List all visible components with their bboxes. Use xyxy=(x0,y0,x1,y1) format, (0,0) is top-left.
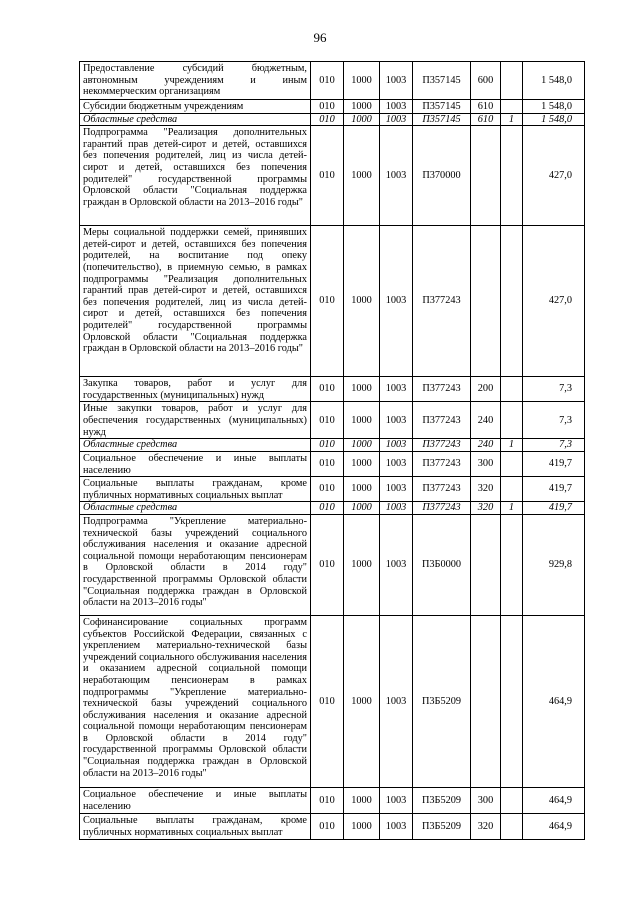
cell-amount: 1 548,0 xyxy=(523,113,585,126)
cell-section: 1000 xyxy=(344,514,380,615)
cell-amount: 7,3 xyxy=(523,439,585,452)
cell-target-article: П377243 xyxy=(413,439,471,452)
cell-target-article: П377243 xyxy=(413,402,471,439)
cell-amount: 419,7 xyxy=(523,502,585,515)
cell-funding-source xyxy=(501,226,523,377)
cell-amount: 1 548,0 xyxy=(523,62,585,100)
table-body xyxy=(80,62,585,840)
cell-expense-type xyxy=(471,126,501,226)
cell-subsection: 1003 xyxy=(380,514,413,615)
cell-subsection: 1003 xyxy=(380,100,413,114)
table-row xyxy=(80,226,585,377)
row-description: Софинансирование социальных программ субъектов Российской Федерации, связанных с укреплением материально-технической базы учреждений социального обслуживания населения и оказанием адресной социальной помощи неработающим пенсионерам в рамках подпрограммы "Укрепление материально-технической базы учреждений социального обслуживания населения и оказание адресной социальной помощи неработающим пенсионерам в Орловской области в 2014 году" государственной программы Орловской области "Социальная поддержка граждан в Орловской области на 2013–2016 годы" xyxy=(80,615,311,787)
cell-subsection: 1003 xyxy=(380,126,413,226)
cell-admin-code: 010 xyxy=(311,402,344,439)
cell-funding-source: 1 xyxy=(501,502,523,515)
table-row xyxy=(80,100,585,114)
cell-target-article: П377243 xyxy=(413,502,471,515)
cell-target-article: П357145 xyxy=(413,100,471,114)
row-description: Подпрограмма "Реализация дополнительных гарантий прав детей-сирот и детей, оставшихся без попечения родителей, лиц из числа детей-сирот и детей, оставшихся без попечения родителей" государственной программы Орловской области "Социальная поддержка граждан в Орловской области на 2013–2016 годы" xyxy=(80,126,311,226)
cell-amount: 464,9 xyxy=(523,615,585,787)
cell-expense-type: 240 xyxy=(471,402,501,439)
cell-funding-source xyxy=(501,100,523,114)
cell-amount: 464,9 xyxy=(523,813,585,839)
cell-section: 1000 xyxy=(344,615,380,787)
row-description: Областные средства xyxy=(80,439,311,452)
cell-section: 1000 xyxy=(344,502,380,515)
table-row xyxy=(80,377,585,402)
cell-amount: 419,7 xyxy=(523,451,585,476)
row-description: Социальные выплаты гражданам, кроме публичных нормативных социальных выплат xyxy=(80,813,311,839)
row-description: Подпрограмма "Укрепление материально-технической базы учреждений социального обслуживания населения и оказание адресной социальной помощи неработающим пенсионерам в Орловской области в 2014 году" государственной программы Орловской области "Социальная поддержка граждан в Орловской области на 2013–2016 годы" xyxy=(80,514,311,615)
cell-expense-type xyxy=(471,615,501,787)
cell-expense-type: 610 xyxy=(471,100,501,114)
cell-target-article: П3Б0000 xyxy=(413,514,471,615)
cell-section: 1000 xyxy=(344,787,380,813)
table-row xyxy=(80,615,585,787)
cell-section: 1000 xyxy=(344,62,380,100)
row-description: Областные средства xyxy=(80,502,311,515)
cell-funding-source: 1 xyxy=(501,439,523,452)
cell-admin-code: 010 xyxy=(311,813,344,839)
cell-expense-type xyxy=(471,514,501,615)
cell-expense-type: 600 xyxy=(471,62,501,100)
cell-admin-code: 010 xyxy=(311,787,344,813)
cell-target-article: П377243 xyxy=(413,377,471,402)
cell-target-article: П3Б5209 xyxy=(413,787,471,813)
cell-admin-code: 010 xyxy=(311,451,344,476)
cell-subsection: 1003 xyxy=(380,62,413,100)
cell-expense-type: 320 xyxy=(471,813,501,839)
cell-subsection: 1003 xyxy=(380,439,413,452)
cell-expense-type: 200 xyxy=(471,377,501,402)
cell-section: 1000 xyxy=(344,113,380,126)
cell-funding-source xyxy=(501,787,523,813)
table-row xyxy=(80,62,585,100)
cell-target-article: П377243 xyxy=(413,451,471,476)
cell-funding-source xyxy=(501,377,523,402)
cell-expense-type: 610 xyxy=(471,113,501,126)
cell-section: 1000 xyxy=(344,226,380,377)
cell-funding-source: 1 xyxy=(501,113,523,126)
row-description: Социальное обеспечение и иные выплаты населению xyxy=(80,451,311,476)
row-description: Закупка товаров, работ и услуг для государственных (муниципальных) нужд xyxy=(80,377,311,402)
cell-admin-code: 010 xyxy=(311,439,344,452)
cell-subsection: 1003 xyxy=(380,813,413,839)
table-row xyxy=(80,113,585,126)
row-description: Социальные выплаты гражданам, кроме публичных нормативных социальных выплат xyxy=(80,477,311,502)
cell-section: 1000 xyxy=(344,377,380,402)
cell-amount: 929,8 xyxy=(523,514,585,615)
table-row xyxy=(80,813,585,839)
cell-section: 1000 xyxy=(344,477,380,502)
row-description: Предоставление субсидий бюджетным, автономным учреждениям и иным некоммерческим организациям xyxy=(80,62,311,100)
cell-admin-code: 010 xyxy=(311,126,344,226)
cell-funding-source xyxy=(501,402,523,439)
table-row xyxy=(80,402,585,439)
cell-admin-code: 010 xyxy=(311,477,344,502)
cell-funding-source xyxy=(501,62,523,100)
cell-subsection: 1003 xyxy=(380,226,413,377)
cell-admin-code: 010 xyxy=(311,377,344,402)
row-description: Меры социальной поддержки семей, принявших детей-сирот и детей, оставшихся без попечения родителей, на воспитание под опеку (попечительство), в приемную семью, в рамках подпрограммы "Реализация дополнительных гарантий прав детей-сирот и детей, оставшихся без попечения родителей, лиц из числа детей-сирот и детей, оставшихся без попечения родителей" государственной программы Орловской области "Социальная поддержка граждан в Орловской области на 2013–2016 годы" xyxy=(80,226,311,377)
cell-admin-code: 010 xyxy=(311,113,344,126)
cell-expense-type: 300 xyxy=(471,787,501,813)
cell-section: 1000 xyxy=(344,813,380,839)
cell-funding-source xyxy=(501,615,523,787)
cell-funding-source xyxy=(501,451,523,476)
cell-amount: 464,9 xyxy=(523,787,585,813)
cell-amount: 1 548,0 xyxy=(523,100,585,114)
cell-target-article: П357145 xyxy=(413,113,471,126)
cell-funding-source xyxy=(501,477,523,502)
page-number: 96 xyxy=(313,30,327,45)
table-row xyxy=(80,439,585,452)
table-row xyxy=(80,787,585,813)
cell-subsection: 1003 xyxy=(380,451,413,476)
cell-target-article: П357145 xyxy=(413,62,471,100)
cell-funding-source xyxy=(501,514,523,615)
cell-admin-code: 010 xyxy=(311,514,344,615)
cell-admin-code: 010 xyxy=(311,502,344,515)
cell-target-article: П3Б5209 xyxy=(413,813,471,839)
cell-expense-type: 320 xyxy=(471,502,501,515)
budget-table xyxy=(79,61,585,840)
cell-subsection: 1003 xyxy=(380,402,413,439)
cell-target-article: П3Б5209 xyxy=(413,615,471,787)
cell-amount: 7,3 xyxy=(523,402,585,439)
cell-target-article: П377243 xyxy=(413,477,471,502)
row-description: Областные средства xyxy=(80,113,311,126)
row-description: Субсидии бюджетным учреждениям xyxy=(80,100,311,114)
cell-admin-code: 010 xyxy=(311,226,344,377)
cell-amount: 427,0 xyxy=(523,226,585,377)
cell-subsection: 1003 xyxy=(380,502,413,515)
cell-subsection: 1003 xyxy=(380,787,413,813)
cell-admin-code: 010 xyxy=(311,62,344,100)
cell-subsection: 1003 xyxy=(380,113,413,126)
cell-target-article: П370000 xyxy=(413,126,471,226)
cell-section: 1000 xyxy=(344,100,380,114)
cell-admin-code: 010 xyxy=(311,615,344,787)
cell-amount: 419,7 xyxy=(523,477,585,502)
table-row xyxy=(80,451,585,476)
row-description: Иные закупки товаров, работ и услуг для обеспечения государственных (муниципальных) нужд xyxy=(80,402,311,439)
cell-section: 1000 xyxy=(344,402,380,439)
cell-funding-source xyxy=(501,126,523,226)
cell-expense-type xyxy=(471,226,501,377)
cell-section: 1000 xyxy=(344,126,380,226)
cell-section: 1000 xyxy=(344,451,380,476)
cell-amount: 7,3 xyxy=(523,377,585,402)
table-row xyxy=(80,502,585,515)
table-row xyxy=(80,514,585,615)
cell-target-article: П377243 xyxy=(413,226,471,377)
cell-expense-type: 240 xyxy=(471,439,501,452)
cell-subsection: 1003 xyxy=(380,615,413,787)
cell-expense-type: 320 xyxy=(471,477,501,502)
cell-amount: 427,0 xyxy=(523,126,585,226)
table-row xyxy=(80,477,585,502)
row-description: Социальное обеспечение и иные выплаты населению xyxy=(80,787,311,813)
cell-subsection: 1003 xyxy=(380,477,413,502)
cell-section: 1000 xyxy=(344,439,380,452)
cell-funding-source xyxy=(501,813,523,839)
cell-admin-code: 010 xyxy=(311,100,344,114)
cell-expense-type: 300 xyxy=(471,451,501,476)
table-row xyxy=(80,126,585,226)
cell-subsection: 1003 xyxy=(380,377,413,402)
